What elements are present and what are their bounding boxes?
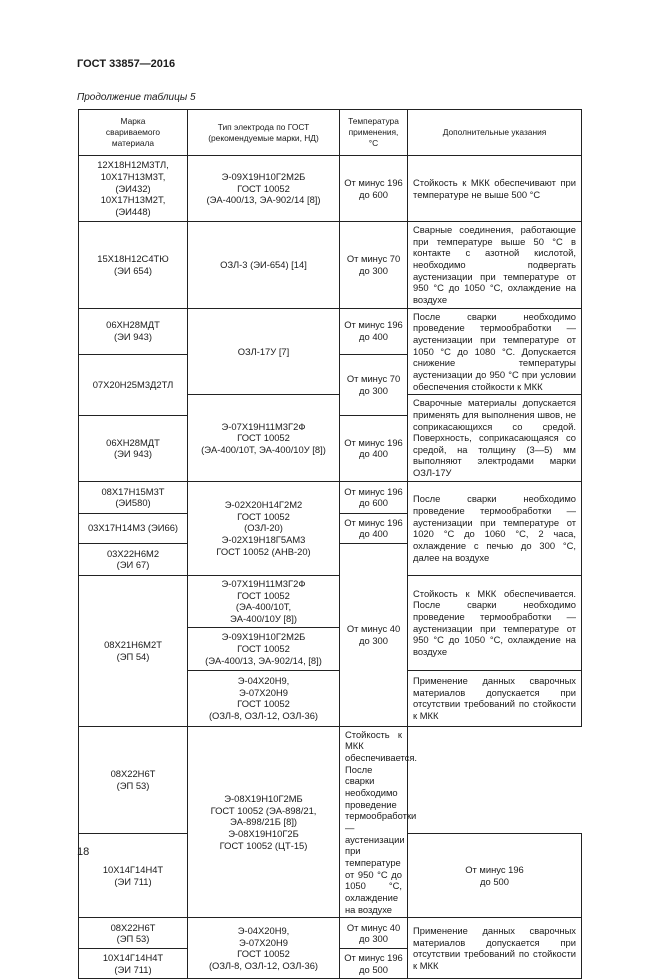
material-cell: 12Х18Н12М3ТЛ, 10Х17Н13М3Т, (ЭИ432) 10Х17Н13М2Т, (ЭИ448) [79, 156, 188, 222]
material-cell: 08Х17Н15М3Т (ЭИ580) [79, 481, 188, 513]
electrode-cell: Э-07Х19Н11М3Г2Ф ГОСТ 10052 (ЭА-400/10Т, ЭА-400/10У [8]) [188, 395, 340, 482]
electrode-cell: Э-04Х20Н9, Э-07Х20Н9 ГОСТ 10052 (ОЗЛ-8, ОЗЛ-12, ОЗЛ-36) [188, 918, 340, 979]
page-number: 18 [77, 846, 90, 858]
notes-cell: Стойкость к МКК обеспечивают при температуре не выше 500 °С [408, 156, 582, 222]
table-row [79, 156, 582, 222]
notes-cell: Сварочные материалы допускается применять для выполнения швов, не соприкасающихся со средой. Поверхность, соприкасающаяся со средой, на толщину (3—5) мм выполняют электродами марки ОЗЛ-17У [408, 395, 582, 482]
notes-cell: После сварки необходимо проведение термообработки — аустенизации при температуре от 1020 °С до 1060 °С, 2 часа, охлаждение с печью до 300 °С, далее на воздухе [408, 481, 582, 575]
material-cell: 08Х22Н6Т (ЭП 53) [79, 726, 188, 833]
table-row [79, 222, 582, 309]
temperature-cell: От минус 196 до 500 [340, 949, 408, 979]
table-continuation-caption: Продолжение таблицы 5 [77, 92, 196, 103]
material-cell: 07Х20Н25М3Д2ТЛ [79, 354, 188, 415]
material-cell: 08Х22Н6Т (ЭП 53) [79, 918, 188, 949]
notes-cell: Применение данных сварочных материалов допускается при отсутствии требований по стойкости к МКК [408, 670, 582, 726]
column-header-material: Марка свариваемого материала [79, 110, 188, 156]
temperature-cell: От минус 196 до 400 [340, 308, 408, 354]
material-cell: 06ХН28МДТ (ЭИ 943) [79, 308, 188, 354]
notes-cell: Стойкость к МКК обеспечивается. После сварки необходимо проведение термообработки — аустенизации при температуре от 950 °С до 1050 °С, охлаждение на воздухе [408, 575, 582, 670]
electrode-cell: Э-08Х19Н10Г2МБ ГОСТ 10052 (ЭА-898/21, ЭА-898/21Б [8]) Э-08Х19Н10Г2Б ГОСТ 10052 (ЦТ-15) [188, 726, 340, 918]
notes-cell: Применение данных сварочных материалов допускается при отсутствии требований по стойкости к МКК [408, 918, 582, 979]
electrode-cell: Э-04Х20Н9, Э-07Х20Н9 ГОСТ 10052 (ОЗЛ-8, ОЗЛ-12, ОЗЛ-36) [188, 670, 340, 726]
column-header-temperature: Температура применения, °С [340, 110, 408, 156]
column-header-notes: Дополнительные указания [408, 110, 582, 156]
temperature-cell: От минус 40 до 300 [340, 918, 408, 949]
temperature-cell: От минус 70 до 300 [340, 222, 408, 309]
temperature-cell: От минус 196 до 600 [340, 156, 408, 222]
temperature-cell: От минус 196 до 500 [408, 833, 582, 918]
notes-cell: Сварные соединения, работающие при температуре выше 50 °С в контакте с азотной кислотой, необходимо подвергать аустенизации при температуре от 950 °С до 1050 °С, охлаждение на воздухе [408, 222, 582, 309]
table-row [79, 918, 582, 949]
material-cell: 10Х14Г14Н4Т (ЭИ 711) [79, 833, 188, 918]
material-cell: 10Х14Г14Н4Т (ЭИ 711) [79, 949, 188, 979]
electrode-cell: ОЗЛ-3 (ЭИ-654) [14] [188, 222, 340, 309]
electrode-cell: Э-09Х19Н10Г2М2Б ГОСТ 10052 (ЭА-400/13, ЭА-902/14, [8]) [188, 627, 340, 670]
table-row [79, 481, 582, 513]
temperature-cell: От минус 40 до 300 [340, 543, 408, 726]
table-row [79, 726, 582, 833]
notes-cell: После сварки необходимо проведение термообработки — аустенизации при температуре от 1050 °С до 1080 °С. Допускается снижение температуры аустенизации до 950 °С при условии обеспечения стойкости к МКК [408, 308, 582, 395]
temperature-cell: От минус 196 до 400 [340, 415, 408, 481]
table-row [79, 575, 582, 627]
document-header: ГОСТ 33857—2016 [77, 58, 176, 70]
electrode-cell: ОЗЛ-17У [7] [188, 308, 340, 395]
electrode-cell: Э-09Х19Н10Г2М2Б ГОСТ 10052 (ЭА-400/13, ЭА-902/14 [8]) [188, 156, 340, 222]
material-cell: 06ХН28МДТ (ЭИ 943) [79, 415, 188, 481]
temperature-cell: От минус 70 до 300 [340, 354, 408, 415]
notes-cell: Стойкость к МКК обеспечивается. После сварки необходимо проведение термообработки — аустенизации при температуре от 950 °С до 1050 °С, охлаждение на воздухе [340, 726, 408, 918]
electrode-cell: Э-07Х19Н11М3Г2Ф ГОСТ 10052 (ЭА-400/10Т, ЭА-400/10У [8]) [188, 575, 340, 627]
electrode-table [78, 109, 582, 979]
column-header-electrode: Тип электрода по ГОСТ (рекомендуемые марки, НД) [188, 110, 340, 156]
temperature-cell: От минус 196 до 400 [340, 513, 408, 543]
table-header-row [79, 110, 582, 156]
material-cell: 03Х22Н6М2 (ЭИ 67) [79, 543, 188, 575]
material-cell: 03Х17Н14М3 (ЭИ66) [79, 513, 188, 543]
table-row [79, 308, 582, 354]
material-cell: 08Х21Н6М2Т (ЭП 54) [79, 575, 188, 726]
temperature-cell: От минус 196 до 600 [340, 481, 408, 513]
electrode-cell: Э-02Х20Н14Г2М2 ГОСТ 10052 (ОЗЛ-20) Э-02Х19Н18Г5АМ3 ГОСТ 10052 (АНВ-20) [188, 481, 340, 575]
material-cell: 15Х18Н12С4ТЮ (ЭИ 654) [79, 222, 188, 309]
